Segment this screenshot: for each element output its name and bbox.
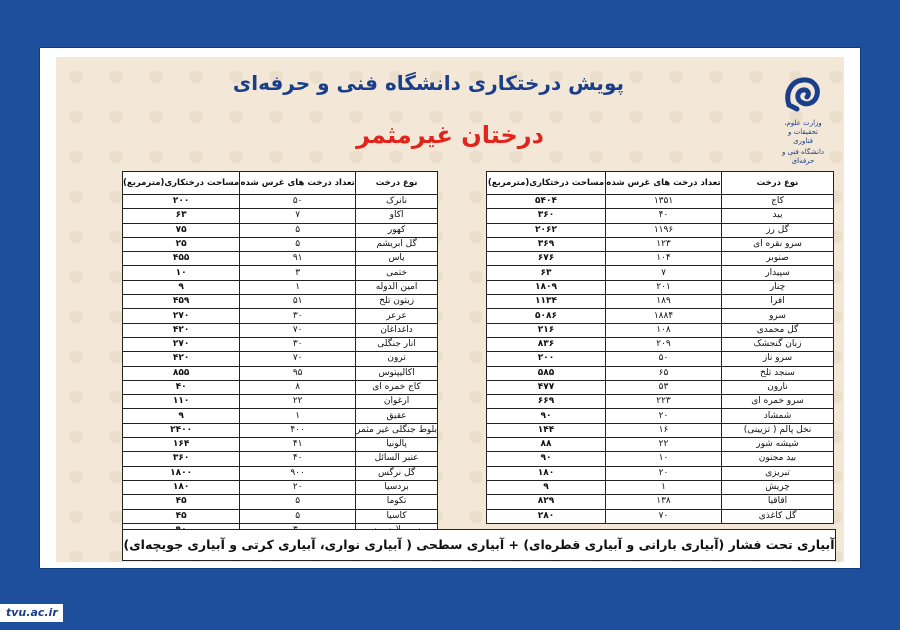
cell-tree-type: نخل پالم ( تزیینی) xyxy=(722,423,834,437)
cell-area: ۴۵۵ xyxy=(123,252,240,266)
cell-tree-type: عقیق xyxy=(356,409,438,423)
cell-tree-type: سپیدار xyxy=(722,266,834,280)
table-row xyxy=(123,466,438,480)
cell-tree-type: اکاو xyxy=(356,209,438,223)
cell-count: ۳۰ xyxy=(240,309,356,323)
table-row xyxy=(487,509,834,523)
table-row xyxy=(123,309,438,323)
table-row xyxy=(487,195,834,209)
irrigation-footer: آبیاری تحت فشار (آبیاری بارانی و آبیاری قطره‌ای) + آبیاری سطحی ( آبیاری نواری، آبیاری کرتی و آبیاری جویچه‌ای) xyxy=(122,529,836,561)
cell-count: ۵۱ xyxy=(240,295,356,309)
cell-area: ۱۱۳۴ xyxy=(487,295,606,309)
cell-area: ۴۵۹ xyxy=(123,295,240,309)
table-row xyxy=(123,452,438,466)
poster-panel xyxy=(56,57,844,562)
cell-area: ۲۷۰ xyxy=(123,337,240,351)
cell-area: ۵۴۰۴ xyxy=(487,195,606,209)
cell-area: ۸۲۹ xyxy=(487,495,606,509)
cell-tree-type: عرعر xyxy=(356,309,438,323)
cell-count: ۱ xyxy=(606,480,722,494)
cell-area: ۶۷۶ xyxy=(487,252,606,266)
university-logo-icon xyxy=(783,75,823,113)
cell-area: ۳۶۹ xyxy=(487,237,606,251)
cell-tree-type: سنجد تلخ xyxy=(722,366,834,380)
cell-tree-type: ترون xyxy=(356,352,438,366)
column-header-tree-type: نوع درخت xyxy=(722,172,834,195)
cell-area: ۴۵ xyxy=(123,509,240,523)
table-row xyxy=(487,395,834,409)
table-row xyxy=(123,252,438,266)
cell-area: ۸۸ xyxy=(487,438,606,452)
table-row xyxy=(487,380,834,394)
column-header-count: تعداد درخت های غرس شده xyxy=(606,172,722,195)
cell-area: ۶۳ xyxy=(487,266,606,280)
cell-area: ۱۸۰۰ xyxy=(123,466,240,480)
cell-count: ۵ xyxy=(240,509,356,523)
cell-tree-type: سرو xyxy=(722,309,834,323)
cell-count: ۲۰ xyxy=(606,409,722,423)
cell-tree-type: تبریزی xyxy=(722,466,834,480)
cell-count: ۱۰۸ xyxy=(606,323,722,337)
cell-area: ۹۰ xyxy=(487,452,606,466)
cell-tree-type: چریش xyxy=(722,480,834,494)
cell-count: ۱۳۸ xyxy=(606,495,722,509)
cell-area: ۶۶۹ xyxy=(487,395,606,409)
trees-table-left xyxy=(122,171,438,538)
cell-count: ۷ xyxy=(240,209,356,223)
cell-tree-type: بید مجنون xyxy=(722,452,834,466)
cell-count: ۲۰ xyxy=(240,480,356,494)
cell-tree-type: ختمی xyxy=(356,266,438,280)
cell-area: ۹ xyxy=(123,280,240,294)
cell-tree-type: شمشاد xyxy=(722,409,834,423)
table-row xyxy=(123,480,438,494)
cell-tree-type: بید xyxy=(722,209,834,223)
cell-area: ۶۳ xyxy=(123,209,240,223)
cell-count: ۱۱۹۶ xyxy=(606,223,722,237)
cell-tree-type: کاج خمره ای xyxy=(356,380,438,394)
cell-count: ۹۰۰ xyxy=(240,466,356,480)
table-row xyxy=(123,495,438,509)
cell-tree-type: کاسیا xyxy=(356,509,438,523)
table-row xyxy=(123,352,438,366)
cell-count: ۴۰ xyxy=(606,209,722,223)
cell-area: ۹ xyxy=(123,409,240,423)
cell-area: ۴۵ xyxy=(123,495,240,509)
table-row xyxy=(487,438,834,452)
cell-area: ۱۱۰ xyxy=(123,395,240,409)
cell-count: ۹۵ xyxy=(240,366,356,380)
cell-area: ۹۰ xyxy=(487,409,606,423)
cell-tree-type: گل رز xyxy=(722,223,834,237)
cell-count: ۵۰ xyxy=(606,352,722,366)
cell-tree-type: نارون xyxy=(722,380,834,394)
cell-tree-type: پالونیا xyxy=(356,438,438,452)
cell-area: ۵۰۸۶ xyxy=(487,309,606,323)
table-row xyxy=(123,323,438,337)
cell-count: ۲۲۳ xyxy=(606,395,722,409)
cell-tree-type: سرو خمره ای xyxy=(722,395,834,409)
cell-area: ۲۵ xyxy=(123,237,240,251)
column-header-count: تعداد درخت های غرس شده xyxy=(240,172,356,195)
cell-tree-type: گل نرگس xyxy=(356,466,438,480)
table-row xyxy=(123,209,438,223)
table-row xyxy=(487,237,834,251)
cell-area: ۱۸۰ xyxy=(123,480,240,494)
table-row xyxy=(487,366,834,380)
cell-count: ۲۰ xyxy=(606,466,722,480)
cell-area: ۲۰۶۲ xyxy=(487,223,606,237)
cell-tree-type: گل کاغذی xyxy=(722,509,834,523)
poster-subtitle: درختان غیرمثمر xyxy=(356,121,544,149)
cell-tree-type: داغداغان xyxy=(356,323,438,337)
cell-count: ۱۸۸۴ xyxy=(606,309,722,323)
cell-count: ۸ xyxy=(240,380,356,394)
cell-tree-type: تکوما xyxy=(356,495,438,509)
table-row xyxy=(123,266,438,280)
cell-area: ۵۸۵ xyxy=(487,366,606,380)
logo-caption-2: دانشگاه فنی و حرفه‌ای xyxy=(781,148,825,165)
cell-area: ۲۴۰۰ xyxy=(123,423,240,437)
cell-area: ۲۱۶ xyxy=(487,323,606,337)
cell-count: ۷۰ xyxy=(606,509,722,523)
cell-area: ۲۷۰ xyxy=(123,309,240,323)
table-row xyxy=(123,438,438,452)
cell-count: ۱۰ xyxy=(606,452,722,466)
cell-tree-type: امین الدوله xyxy=(356,280,438,294)
cell-count: ۷۰ xyxy=(240,352,356,366)
table-row xyxy=(123,423,438,437)
cell-count: ۴۰۰ xyxy=(240,423,356,437)
cell-count: ۵ xyxy=(240,237,356,251)
table-header-row xyxy=(123,172,438,195)
cell-tree-type: اکالیپتوس xyxy=(356,366,438,380)
cell-count: ۷ xyxy=(606,266,722,280)
cell-area: ۸۳۶ xyxy=(487,337,606,351)
cell-tree-type: بلوط جنگلی غیر مثمر xyxy=(356,423,438,437)
cell-tree-type: عنبر السائل xyxy=(356,452,438,466)
cell-count: ۲۲ xyxy=(240,395,356,409)
cell-count: ۳۰ xyxy=(240,337,356,351)
cell-count: ۱ xyxy=(240,280,356,294)
cell-count: ۲۰۹ xyxy=(606,337,722,351)
table-row xyxy=(487,337,834,351)
cell-area: ۲۸۰ xyxy=(487,509,606,523)
cell-tree-type: سرو نقره ای xyxy=(722,237,834,251)
poster-frame xyxy=(40,48,860,568)
cell-count: ۱ xyxy=(240,409,356,423)
table-row xyxy=(487,266,834,280)
cell-tree-type: سرو ناز xyxy=(722,352,834,366)
cell-area: ۲۰۰ xyxy=(123,195,240,209)
cell-count: ۲۲ xyxy=(606,438,722,452)
cell-tree-type: کاج xyxy=(722,195,834,209)
cell-tree-type: چنار xyxy=(722,280,834,294)
table-row xyxy=(487,423,834,437)
table-row xyxy=(487,352,834,366)
cell-tree-type: صنوبر xyxy=(722,252,834,266)
cell-area: ۳۶۰ xyxy=(487,209,606,223)
table-row xyxy=(487,309,834,323)
cell-count: ۹۱ xyxy=(240,252,356,266)
cell-count: ۴۱ xyxy=(240,438,356,452)
cell-tree-type: شیشه شور xyxy=(722,438,834,452)
cell-area: ۱۸۰ xyxy=(487,466,606,480)
cell-count: ۴۰ xyxy=(240,452,356,466)
table-row xyxy=(487,409,834,423)
cell-tree-type: یاس xyxy=(356,252,438,266)
university-logo xyxy=(778,75,828,165)
cell-tree-type: افرا xyxy=(722,295,834,309)
table-row xyxy=(123,195,438,209)
cell-tree-type: اقاقیا xyxy=(722,495,834,509)
cell-count: ۱۶ xyxy=(606,423,722,437)
cell-area: ۷۵ xyxy=(123,223,240,237)
cell-tree-type: زیتون تلخ xyxy=(356,295,438,309)
cell-area: ۴۷۷ xyxy=(487,380,606,394)
table-row xyxy=(123,409,438,423)
poster-title: پویش درختکاری دانشگاه فنی و حرفه‌ای xyxy=(232,71,624,95)
site-link[interactable]: tvu.ac.ir xyxy=(0,604,63,622)
table-row xyxy=(123,395,438,409)
cell-area: ۲۰۰ xyxy=(487,352,606,366)
column-header-area: مساحت درختکاری(مترمربع) xyxy=(123,172,240,195)
table-row xyxy=(487,280,834,294)
table-row xyxy=(123,509,438,523)
logo-caption-1: وزارت علوم، تحقیقات و فناوری xyxy=(784,119,822,145)
table-row xyxy=(123,295,438,309)
cell-tree-type: کهور xyxy=(356,223,438,237)
table-row xyxy=(123,280,438,294)
cell-area: ۴۲۰ xyxy=(123,323,240,337)
cell-count: ۲۰۱ xyxy=(606,280,722,294)
table-header-row xyxy=(487,172,834,195)
table-row xyxy=(487,452,834,466)
trees-table-right xyxy=(486,171,834,524)
cell-area: ۴۲۰ xyxy=(123,352,240,366)
cell-area: ۸۵۵ xyxy=(123,366,240,380)
cell-count: ۵ xyxy=(240,495,356,509)
cell-count: ۳ xyxy=(240,266,356,280)
cell-tree-type: بردسیا xyxy=(356,480,438,494)
cell-count: ۵ xyxy=(240,223,356,237)
cell-area: ۱۰ xyxy=(123,266,240,280)
table-row xyxy=(487,466,834,480)
cell-area: ۱۶۴ xyxy=(123,438,240,452)
cell-tree-type: زبان گنجشک xyxy=(722,337,834,351)
cell-area: ۱۴۴ xyxy=(487,423,606,437)
cell-area: ۳۶۰ xyxy=(123,452,240,466)
table-row xyxy=(487,209,834,223)
table-row xyxy=(123,223,438,237)
cell-tree-type: گل ابریشم xyxy=(356,237,438,251)
cell-count: ۵۰ xyxy=(240,195,356,209)
table-row xyxy=(123,380,438,394)
table-row xyxy=(487,323,834,337)
table-row xyxy=(487,252,834,266)
table-row xyxy=(487,295,834,309)
table-row xyxy=(487,495,834,509)
cell-tree-type: ارغوان xyxy=(356,395,438,409)
table-row xyxy=(123,337,438,351)
table-row xyxy=(487,223,834,237)
cell-count: ۷۰ xyxy=(240,323,356,337)
cell-area: ۴۰ xyxy=(123,380,240,394)
cell-count: ۱۲۳ xyxy=(606,237,722,251)
column-header-area: مساحت درختکاری(مترمربع) xyxy=(487,172,606,195)
table-row xyxy=(123,237,438,251)
table-row xyxy=(487,480,834,494)
column-header-tree-type: نوع درخت xyxy=(356,172,438,195)
cell-count: ۵۳ xyxy=(606,380,722,394)
table-row xyxy=(123,366,438,380)
cell-tree-type: نانرک xyxy=(356,195,438,209)
cell-tree-type: انار جنگلی xyxy=(356,337,438,351)
cell-area: ۱۸۰۹ xyxy=(487,280,606,294)
cell-tree-type: گل محمدی xyxy=(722,323,834,337)
cell-count: ۱۳۵۱ xyxy=(606,195,722,209)
cell-count: ۱۰۴ xyxy=(606,252,722,266)
cell-count: ۶۵ xyxy=(606,366,722,380)
cell-area: ۹ xyxy=(487,480,606,494)
cell-count: ۱۸۹ xyxy=(606,295,722,309)
